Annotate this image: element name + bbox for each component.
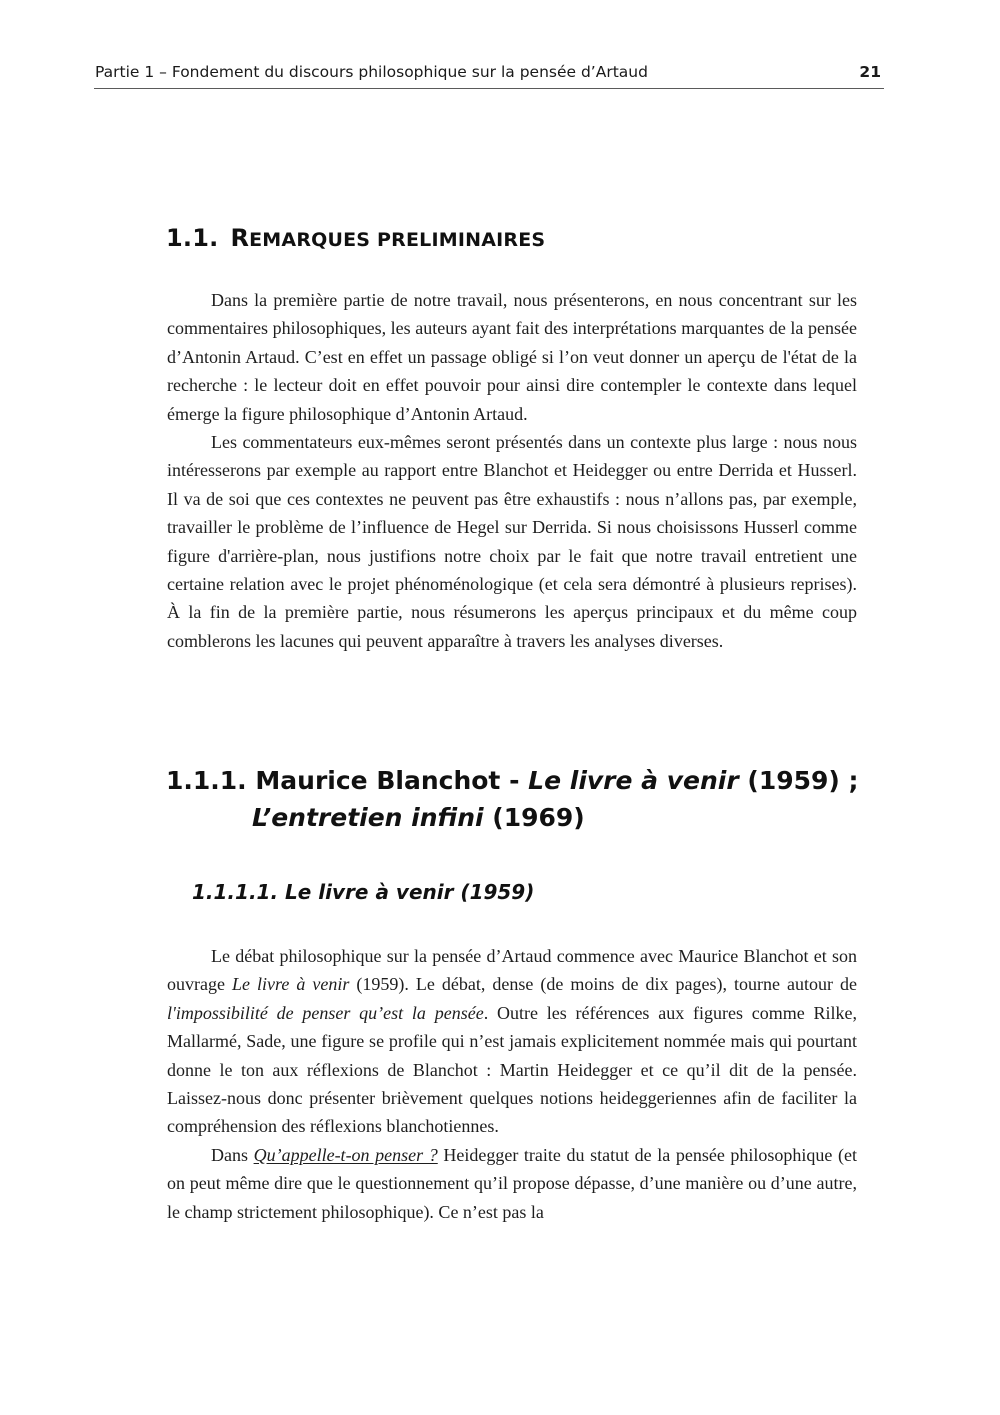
subsection-number: 1.1.1. [166, 766, 247, 795]
running-header [94, 60, 884, 89]
subsection-work2-title: L’entretien infini [252, 803, 484, 832]
subsection-work1-year: (1959) ; [738, 766, 859, 795]
body-text [167, 942, 857, 1226]
p2-book-title: Qu’appelle-t-on penser ? [253, 1144, 438, 1165]
section-number: 1.1. [166, 224, 219, 252]
section-title-rest: EMARQUES PRELIMINAIRES [249, 229, 546, 251]
paragraph [167, 1141, 857, 1226]
subsection-heading-line2 [166, 799, 859, 836]
section-title-initial: R [230, 224, 250, 252]
subsubsection-heading [192, 880, 534, 904]
p1-quote: l'impossibilité de penser qu’est la pensée [167, 1002, 484, 1023]
p2-text-b: Heidegger traite du statut de la pensée philosophique (et on peut même dire que le questionnement qu’il propose dépasse, d’une manière ou d’une autre, le champ strictement philosophique). Ce n’est pas la [167, 1144, 857, 1222]
subsubsection-number: 1.1.1.1. [192, 880, 279, 904]
p1-text-a: Le débat philosophique sur la pensée d’Artaud commence avec Maurice Blanchot et son ouvrage [167, 946, 857, 995]
subsection-heading [166, 762, 859, 836]
section-heading [166, 224, 545, 252]
paragraph: Les commentateurs eux-mêmes seront présentés dans un contexte plus large : nous nous intéresserons par exemple au rapport entre Blanchot et Heidegger ou entre Derrida et Husserl. Il va de soi que ces contextes ne peuvent pas être exhaustifs : nous n’allons pas, par exemple, travailler le problème de l’influence de Hegel sur Derrida. Si nous choisissons Husserl comme figure d'arrière-plan, nous justifions notre choix par le fait que notre travail entretient une certaine relation avec le projet phénoménologique (et cela sera démontré à plusieurs reprises). À la fin de la première partie, nous résumerons les aperçus principaux et du même coup comblerons les lacunes qui peuvent apparaître à travers les analyses diverses. [167, 432, 857, 651]
subsection-work1-title: Le livre à venir [528, 766, 739, 795]
subsection-work2-year: (1969) [483, 803, 585, 832]
p1-book-title: Le livre à venir [232, 974, 350, 995]
paragraph: Dans la première partie de notre travail, nous présenterons, en nous concentrant sur les commentaires philosophiques, les auteurs ayant fait des interprétations marquantes de la pensée d’Antonin Artaud. C’est en effet un passage obligé si l’on veut donner un aperçu de l'état de la recherche : le lecteur doit en effet pouvoir pour ainsi dire contempler le contexte dans lequel émerge la figure philosophique d’Antonin Artaud. [167, 290, 857, 424]
p2-text-a: Dans [211, 1144, 254, 1165]
subsection-author: Maurice Blanchot - [255, 766, 529, 795]
p1-text-c: . Outre les références aux figures comme Rilke, Mallarmé, Sade, une figure se profile qui n’est jamais explicitement nommée mais qui pourtant donne le ton aux réflexions de Blanchot : Martin Heidegger et ce qu’il dit de la pensée. Laissez-nous donc présenter brièvement quelques notions heideggeriennes afin de faciliter la compréhension des réflexions blanchotiennes. [167, 1002, 857, 1137]
subsubsection-title: Le livre à venir (1959) [285, 880, 535, 904]
section-intro [167, 286, 857, 655]
p1-text-b: (1959). Le débat, dense (de moins de dix pages), tourne autour de [349, 974, 857, 995]
header-title: Partie 1 – Fondement du discours philosophique sur la pensée d’Artaud [95, 63, 648, 81]
page-number: 21 [859, 63, 881, 81]
paragraph [167, 942, 857, 1141]
